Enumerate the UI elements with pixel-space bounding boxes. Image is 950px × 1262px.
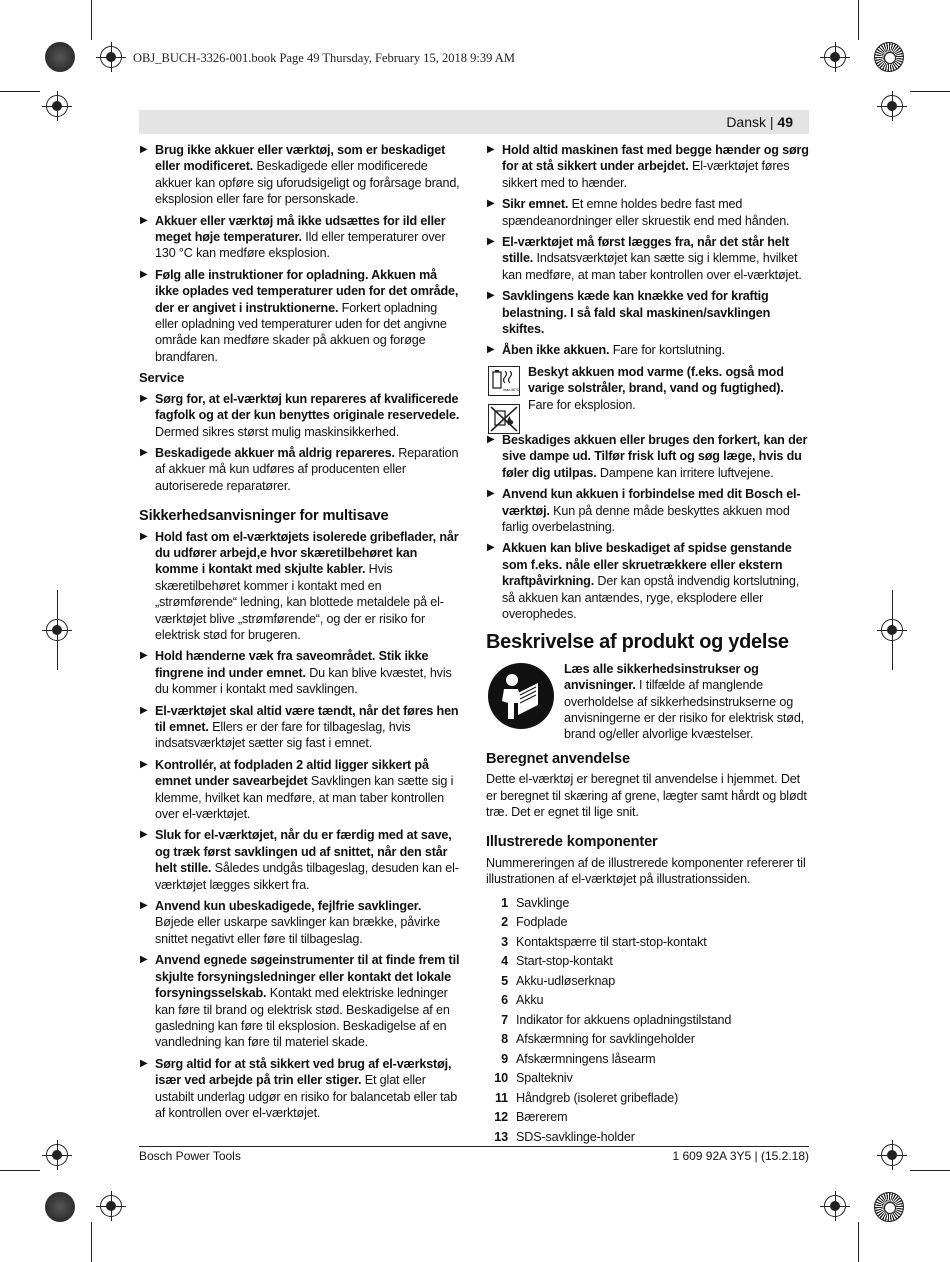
bullet-triangle-icon: ▶: [140, 144, 148, 155]
component-item: 11 Håndgreb (isoleret gribeflade): [494, 1090, 679, 1105]
page-number: 49: [777, 114, 793, 130]
bullet-triangle-icon: ▶: [140, 650, 148, 662]
list-item: ▶ Følg alle instruktioner for opladning. Akkuen må ikke oplades ved temperaturer uden for det område, der er angivet i instruktionerne. Forkert opladning eller opladning ved temperaturer uden for det angivne område kan medføre skader på akkuen og forøge brandfaren.: [140, 267, 459, 364]
footer-doc-number: 1 609 92A 3Y5 | (15.2.18): [672, 1149, 809, 1163]
bullet-triangle-icon: ▶: [140, 704, 148, 716]
component-item: 8 Afskærmning for savklingeholder: [501, 1032, 695, 1047]
intended-use-text: Dette el-værktøj er beregnet til anvendelse i hjemmet. Det er beregnet til skæring af grene, lægter samt hårdt og blødt træ. Det er egnet til lige snit.: [486, 772, 807, 819]
component-item: 9 Afskærmningens låsearm: [501, 1051, 656, 1066]
list-item: ▶ Hold altid maskinen fast med begge hænder og sørg for at stå sikkert under arbejdet. El-værktøjet føres sikkert med to hænder.: [487, 143, 809, 190]
right-column: [486, 142, 809, 1148]
component-item: 1 Savklinge: [501, 895, 570, 910]
bullet-triangle-icon: ▶: [487, 198, 495, 210]
crop-mark: [0, 91, 40, 92]
list-item: ▶ Sørg for, at el-værktøj kun repareres af kvalificerede fagfolk og at der kun benyttes originale reservedele. Dermed sikres størst mulig maskinsikkerhed.: [140, 391, 460, 439]
component-item: 7 Indikator for akkuens opladningstilstand: [501, 1012, 732, 1027]
heat-warning-block: [486, 364, 809, 426]
bullet-triangle-icon: ▶: [487, 344, 495, 356]
component-item: 13 SDS-savklinge-holder: [494, 1129, 635, 1144]
manual-warning-bold: Læs alle sikkerhedsinstrukser og anvisninger.: [564, 661, 759, 693]
list-item: ▶ El-værktøjet skal altid være tændt, når det føres hen til emnet. Ellers er der fare for tilbageslag, hvis indsatsværktøjet sætter sig fast i emnet.: [140, 703, 459, 751]
bullet-triangle-icon: ▶: [487, 144, 495, 155]
component-item: 2 Fodplade: [501, 915, 568, 930]
page-header-bar: [139, 110, 809, 134]
list-item: ▶ Anvend egnede søgeinstrumenter til at finde frem til skjulte forsyningsledninger eller kontakt det lokale forsyningsselskab. Kontakt med elektriske ledninger kan føre til brand og elektrisk stød. Beskadigelse af en gasledning kan føre til eksplosion. Beskadigelse af en vandledning kan føre til materiel skade.: [140, 953, 460, 1050]
list-item: ▶ Beskadigede akkuer må aldrig repareres. Reparation af akkuer må kun udføres af producenten eller autoriserede reparatører.: [140, 445, 459, 493]
bullet-triangle-icon: ▶: [140, 214, 148, 226]
crop-mark: [858, 1222, 859, 1262]
list-item: ▶ Akkuen kan blive beskadiget af spidse genstande som f.eks. nåle eller skruetrækkere eller ekstern kraftpåvirkning. Der kan opstå indvendig kortslutning, så akkuen kan antændes, ryge, eksplodere eller overophedes.: [487, 541, 800, 621]
registration-mark: [46, 95, 68, 117]
bullet-triangle-icon: ▶: [140, 530, 148, 542]
section-heading-intended-use: Beregnet anvendelse: [486, 750, 630, 767]
section-heading-service: Service: [139, 370, 185, 386]
bullet-triangle-icon: ▶: [140, 392, 148, 404]
bullet-triangle-icon: ▶: [140, 758, 148, 770]
list-item: ▶ Kontrollér, at fodpladen 2 altid ligger sikkert på emnet under savearbejdet Savklingen kan sætte sig i klemme, hvilket kan medføre, at man taber kontrollen over el-værktøjet.: [140, 757, 454, 822]
bullet-triangle-icon: ▶: [487, 542, 495, 554]
list-item: ▶ Akkuer eller værktøj må ikke udsættes for ild eller meget høje temperaturer. Ild eller temperaturer over 130 °C kan medføre eksplosion.: [140, 213, 446, 261]
crop-mark: [91, 0, 92, 40]
list-item: ▶ Anvend kun ubeskadigede, fejlfrie savklinger. Bøjede eller uskarpe savklinger kan brække, påvirke snittet negativt eller føre til tilbageslag.: [140, 899, 440, 946]
registration-mark: [881, 1144, 903, 1166]
temperature-label: max.50°C: [503, 386, 520, 392]
crop-mark: [0, 1170, 40, 1171]
list-item: ▶ Hold hænderne væk fra saveområdet. Stik ikke fingrene ind under emnet. Du kan blive kvæstet, hvis du kommer i kontakt med savklingen.: [140, 649, 452, 697]
footer-rule: [139, 1146, 809, 1147]
registration-mark: [46, 619, 68, 641]
section-heading-components: Illustrerede komponenter: [486, 834, 658, 851]
registration-mark: [824, 46, 846, 68]
list-item: ▶ Hold fast om el-værktøjets isolerede gribeflader, når du udfører arbejd,e hvor skæretilbehøret kan komme i kontakt med skjulte kabler. Hvis skæretilbehøret kommer i kontakt med en „strømførende“ ledning, kan blottede metaldele på el-værktøjet blive „strømførende“, og der er risiko for elektrisk stød for brugeren.: [140, 529, 459, 642]
bullet-triangle-icon: ▶: [140, 446, 148, 458]
list-item: ▶ Sluk for el-værktøjet, når du er færdig med at save, og træk først savklingen ud af snittet, når den står helt stille. Således undgås tilbageslag, desuden kan el-værktøjet lægges sikkert fra.: [140, 828, 459, 892]
list-item: ▶ Savklingens kæde kan knække ved for kraftig belastning. I så fald skal maskinen/savklingen skiftes.: [487, 289, 771, 337]
list-item: ▶ El-værktøjet må først lægges fra, når det står helt stille. Indsatsværktøjet kan sætte sig i klemme, hvilket kan medføre, at man taber kontrollen over el-værktøjet.: [487, 235, 802, 282]
bullet-triangle-icon: ▶: [487, 236, 495, 248]
heat-warning-text: Fare for eksplosion.: [528, 397, 636, 412]
component-item: 3 Kontaktspærre til start-stop-kontakt: [501, 934, 707, 949]
print-slug: OBJ_BUCH-3326-001.book Page 49 Thursday, February 15, 2018 9:39 AM: [133, 51, 515, 65]
heat-warning-bold: Beskyt akkuen mod varme (f.eks. også mod varige solstråler, brand, vand og fugtighed).: [528, 364, 784, 396]
star-target-mark: [874, 42, 904, 72]
bullet-triangle-icon: ▶: [140, 829, 148, 841]
section-heading-product: Beskrivelse af produkt og ydelse: [486, 631, 789, 654]
crop-mark: [910, 91, 950, 92]
heat-protection-icon: [488, 366, 520, 396]
read-manual-icon: [488, 663, 554, 729]
components-list: [486, 895, 809, 1145]
component-item: 4 Start-stop-kontakt: [501, 954, 613, 969]
registration-mark: [824, 1195, 846, 1217]
component-item: 5 Akku-udløserknap: [501, 973, 616, 988]
crop-mark: [858, 0, 859, 40]
bullet-triangle-icon: ▶: [140, 954, 148, 966]
color-dial-mark: [45, 42, 75, 72]
crop-mark: [910, 1170, 950, 1171]
no-fire-water-icon: [488, 404, 520, 434]
list-item: ▶ Brug ikke akkuer eller værktøj, som er beskadiget eller modificeret. Beskadigede eller modificerede akkuer kan opføre sig uforudsigeligt og forårsage brand, eksplosion eller fare for personskade.: [140, 143, 460, 207]
bullet-triangle-icon: ▶: [140, 900, 148, 912]
manual-warning-text: I tilfælde af manglende overholdelse af sikkerhedsinstrukserne og anvisningerne er der risiko for elektrisk stød, brand og/eller alvorlige kvæstelser.: [564, 678, 805, 742]
list-item: ▶ Anvend kun akkuen i forbindelse med dit Bosch el-værktøj. Kun på denne måde beskyttes akkuen mod farlig overbelastning.: [487, 487, 801, 534]
list-item: ▶ Sikr emnet. Et emne holdes bedre fast med spændeanordninger eller skruestik end med hånden.: [487, 197, 790, 228]
list-item: ▶ Åben ikke akkuen. Fare for kortslutning.: [487, 343, 725, 358]
bullet-triangle-icon: ▶: [140, 268, 148, 280]
footer-brand: Bosch Power Tools: [139, 1149, 241, 1163]
component-item: 10 Spaltekniv: [494, 1071, 573, 1086]
left-column: [139, 142, 461, 1126]
page-header-text: Dansk | 49: [726, 114, 793, 130]
bullet-triangle-icon: ▶: [487, 290, 495, 302]
registration-mark: [881, 95, 903, 117]
registration-mark: [46, 1144, 68, 1166]
list-item: ▶ Beskadiges akkuen eller bruges den forkert, kan der sive dampe ud. Tilfør frisk luft og søg læge, hvis du føler dig utilpas. Dampene kan irritere luftvejene.: [487, 432, 808, 480]
list-item: ▶ Sørg altid for at stå sikkert ved brug af el-værkstøj, især ved arbejde på trin eller stiger. Et glat eller ustabilt underlag udgør en risiko for balancetab eller tab af kontrollen over el-værktøjet.: [140, 1056, 458, 1120]
color-dial-mark: [45, 1192, 75, 1222]
component-item: 6 Akku: [501, 993, 544, 1008]
crop-mark: [91, 1222, 92, 1262]
registration-mark: [881, 619, 903, 641]
bullet-triangle-icon: ▶: [487, 433, 495, 445]
component-item: 12 Bærerem: [494, 1110, 568, 1125]
components-intro: Nummereringen af de illustrerede komponenter refererer til illustrationen af el-værktøjet på illustrationssiden.: [486, 855, 806, 887]
read-manual-block: [486, 661, 809, 743]
star-target-mark: [874, 1192, 904, 1222]
bullet-triangle-icon: ▶: [140, 1057, 148, 1069]
registration-mark: [100, 1195, 122, 1217]
registration-mark: [100, 46, 122, 68]
language-label: Dansk: [726, 114, 766, 130]
bullet-triangle-icon: ▶: [487, 488, 495, 500]
section-heading-safety: Sikkerhedsanvisninger for multisave: [139, 508, 389, 525]
